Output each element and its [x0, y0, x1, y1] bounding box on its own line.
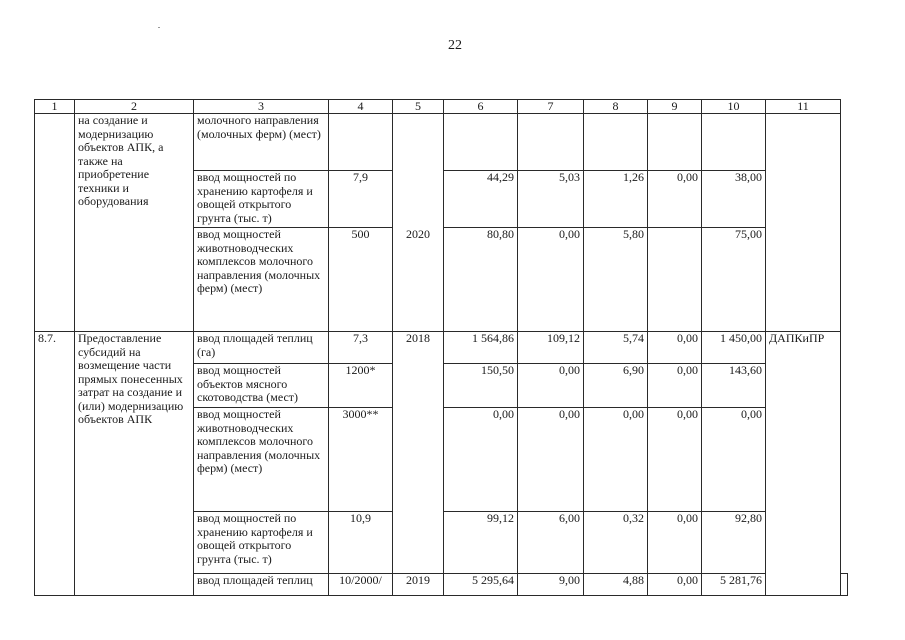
- col9-cell: 0,00: [648, 364, 702, 408]
- header-cell: 10: [702, 100, 766, 114]
- col8-cell: [584, 114, 648, 171]
- header-cell: 6: [444, 100, 518, 114]
- header-cell: 8: [584, 100, 648, 114]
- col7-cell: 6,00: [518, 512, 584, 574]
- indicator-value-cell: 500: [329, 228, 393, 332]
- col9-cell: [648, 228, 702, 332]
- indicator-cell: ввод мощностей животноводческих комплексов молочного направления (молочных ферм) (мест): [194, 408, 329, 512]
- col9-cell: 0,00: [648, 574, 702, 596]
- col7-cell: 0,00: [518, 408, 584, 512]
- col10-cell: 92,80: [702, 512, 766, 574]
- col10-cell: 75,00: [702, 228, 766, 332]
- col10-cell: [702, 114, 766, 171]
- indicator-value-cell: 3000**: [329, 408, 393, 512]
- header-cell: 2: [75, 100, 194, 114]
- total-cell: 44,29: [444, 171, 518, 228]
- indicator-cell: ввод мощностей по хранению картофеля и овощей открытого грунта (тыс. т): [194, 171, 329, 228]
- indicator-value-cell: 1200*: [329, 364, 393, 408]
- table-row: [35, 332, 848, 364]
- measure-description-cell: на создание и модернизацию объектов АПК, а также на приобретение техники и оборудования: [75, 114, 194, 332]
- item-number-cell: 8.7.: [35, 332, 75, 596]
- col10-cell: 5 281,76: [702, 574, 766, 596]
- total-cell: 99,12: [444, 512, 518, 574]
- indicator-cell: молочного направления (молочных ферм) (мест): [194, 114, 329, 171]
- col8-cell: 5,80: [584, 228, 648, 332]
- total-cell: 150,50: [444, 364, 518, 408]
- indicator-value-cell: 10/2000/: [329, 574, 393, 596]
- col8-cell: 5,74: [584, 332, 648, 364]
- indicator-value-cell: 10,9: [329, 512, 393, 574]
- total-cell: 80,80: [444, 228, 518, 332]
- total-cell: 0,00: [444, 408, 518, 512]
- col7-cell: 5,03: [518, 171, 584, 228]
- year-cell: [393, 114, 444, 228]
- header-cell: 3: [194, 100, 329, 114]
- header-cell: 5: [393, 100, 444, 114]
- measure-description-cell: Предоставление субсидий на возмещение части прямых понесенных затрат на создание и (или) модернизацию объектов АПК: [75, 332, 194, 596]
- total-cell: 1 564,86: [444, 332, 518, 364]
- col10-cell: 0,00: [702, 408, 766, 512]
- indicator-cell: ввод площадей теплиц: [194, 574, 329, 596]
- header-cell: 7: [518, 100, 584, 114]
- scan-speck: [158, 27, 160, 28]
- total-cell: 5 295,64: [444, 574, 518, 596]
- indicator-cell: ввод мощностей объектов мясного скотоводства (мест): [194, 364, 329, 408]
- indicator-value-cell: 7,3: [329, 332, 393, 364]
- col9-cell: 0,00: [648, 512, 702, 574]
- col8-cell: 0,00: [584, 408, 648, 512]
- indicator-cell: ввод мощностей по хранению картофеля и овощей открытого грунта (тыс. т): [194, 512, 329, 574]
- indicator-value-cell: 7,9: [329, 171, 393, 228]
- year-cell: 2019: [393, 574, 444, 596]
- header-cell: 9: [648, 100, 702, 114]
- col8-cell: 1,26: [584, 171, 648, 228]
- header-cell: 1: [35, 100, 75, 114]
- executor-cell: ДАПКиПР: [766, 332, 841, 596]
- col7-cell: 0,00: [518, 228, 584, 332]
- col9-cell: 0,00: [648, 408, 702, 512]
- executor-cell: [841, 574, 848, 596]
- total-cell: [444, 114, 518, 171]
- col7-cell: 0,00: [518, 364, 584, 408]
- indicator-cell: ввод мощностей животноводческих комплексов молочного направления (молочных ферм) (мест): [194, 228, 329, 332]
- indicator-cell: ввод площадей теплиц (га): [194, 332, 329, 364]
- year-cell: 2020: [393, 228, 444, 332]
- col10-cell: 1 450,00: [702, 332, 766, 364]
- program-table: [34, 99, 848, 596]
- indicator-value-cell: [329, 114, 393, 171]
- col8-cell: 0,32: [584, 512, 648, 574]
- col9-cell: [648, 114, 702, 171]
- header-row: [35, 100, 848, 114]
- page-number: 22: [448, 38, 462, 53]
- col7-cell: 109,12: [518, 332, 584, 364]
- header-cell: 4: [329, 100, 393, 114]
- col7-cell: 9,00: [518, 574, 584, 596]
- col7-cell: [518, 114, 584, 171]
- item-number-cell: [35, 114, 75, 332]
- col10-cell: 38,00: [702, 171, 766, 228]
- executor-cell: [766, 114, 841, 332]
- col9-cell: 0,00: [648, 332, 702, 364]
- header-cell: 11: [766, 100, 841, 114]
- col10-cell: 143,60: [702, 364, 766, 408]
- col9-cell: 0,00: [648, 171, 702, 228]
- col8-cell: 6,90: [584, 364, 648, 408]
- year-cell: 2018: [393, 332, 444, 574]
- col8-cell: 4,88: [584, 574, 648, 596]
- table-row: [35, 114, 848, 171]
